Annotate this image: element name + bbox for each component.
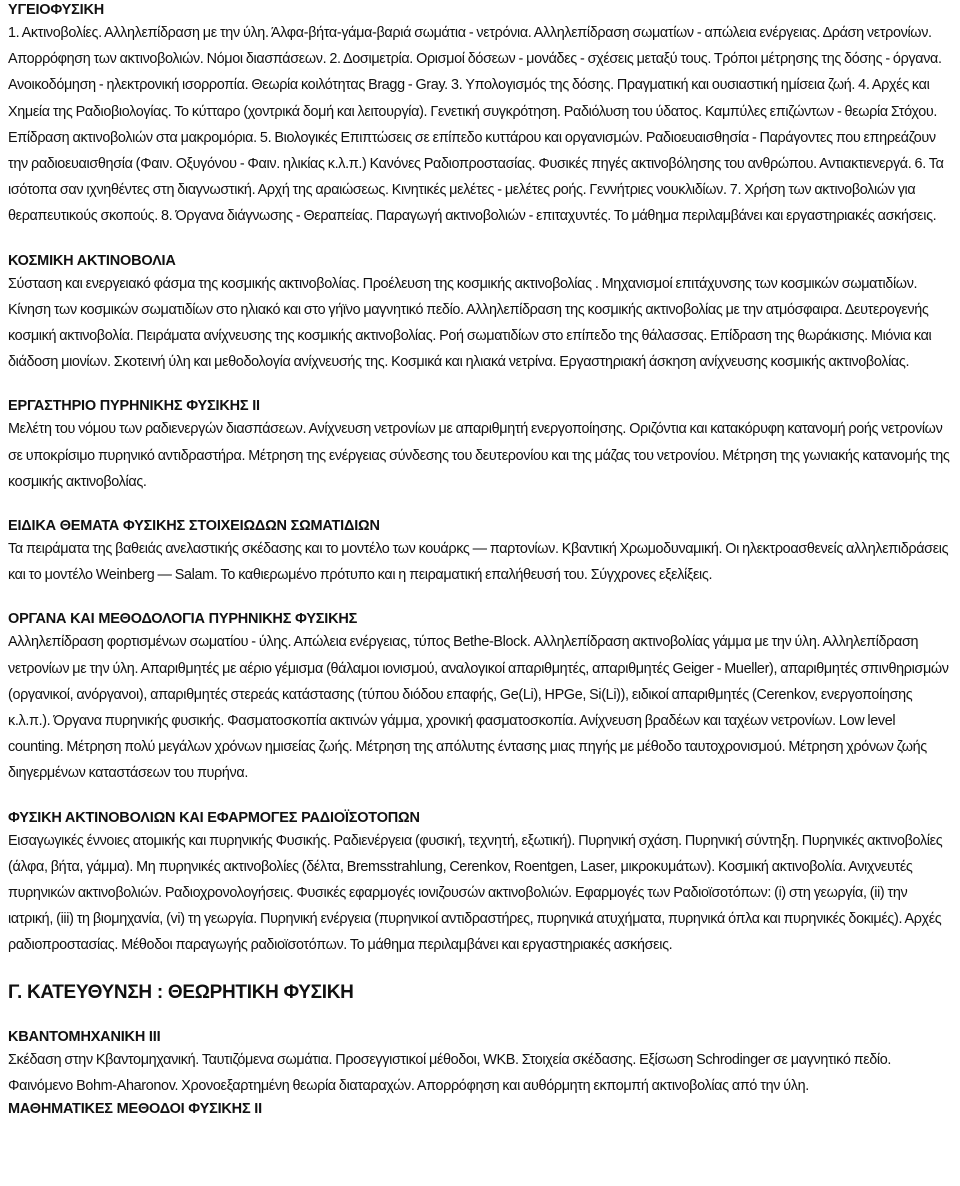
spacer <box>8 230 952 251</box>
section-text-nuclear-lab: Μελέτη του νόμου των ραδιενεργών διασπάσεων. Ανίχνευση νετρονίων με απαριθμητή ενεργοποίησης. Οριζόντια και κατακόρυφη κατανομή ροής νετρονίων σε υποκρίσιμο πυρηνικό αντιδραστήρα. Μέτρηση της ενέργειας σύνδεσης του δευτερονίου και της μάζας του νετρονίου. Μέτρηση της γωνιακής κατανομής της κοσμικής ακτινοβολίας. <box>8 421 950 490</box>
section-text-cosmic-radiation: Σύσταση και ενεργειακό φάσμα της κοσμικής ακτινοβολίας. Προέλευση της κοσμικής ακτινοβολίας . Μηχανισμοί επιτάχυνσης των κοσμικών σωματιδίων. Κίνηση των κοσμικών σωματιδίων στο ηλιακό και στο γήϊνο μαγνητικό πεδίο. Αλληλεπίδραση της κοσμικής ακτινοβολίας με την ατμόσφαιρα. Δευτερογενής κοσμική ακτινοβολία. Πειράματα ανίχνευσης της κοσμικής ακτινοβολίας. Ροή σωματιδίων στο επίπεδο της θάλασσας. Επίδραση της θωράκισης. Μιόνια και διάδοση μιονίων. Σκοτεινή ύλη και μεθοδολογία ανίχνευσής της. Κοσμικά και ηλιακά νετρίνα. Εργαστηριακή άσκηση ανίχνευσης κοσμικής ακτινοβολίας. <box>8 275 932 371</box>
section-title-cosmic-radiation: ΚΟΣΜΙΚΗ ΑΚΤΙΝΟΒΟΛΙΑ <box>8 252 176 269</box>
section-title-quantum-mechanics: ΚΒΑΝΤΟΜΗΧΑΝΙΚΗ ΙΙΙ <box>8 1028 161 1045</box>
section-title-elementary-particles: ΕΙΔΙΚΑ ΘΕΜΑΤΑ ΦΥΣΙΚΗΣ ΣΤΟΙΧΕΙΩΔΩΝ ΣΩΜΑΤΙΔΙΩΝ <box>8 518 380 535</box>
section-text-elementary-particles: Τα πειράματα της βαθειάς ανελαστικής σκέδασης και το μοντέλο των κουάρκς — παρτονίων. Κβαντική Χρωμοδυναμική. Οι ηλεκτροασθενείς αλληλεπιδράσεις και το μοντέλο Weinberg — Salam. Το καθιερωμένο πρότυπο και η πειραματική επαλήθευσή του. Σύγχρονες εξελίξεις. <box>8 541 949 584</box>
spacer <box>8 1006 952 1027</box>
section-title-math-methods: ΜΑΘΗΜΑΤΙΚΕΣ ΜΕΘΟΔΟΙ ΦΥΣΙΚΗΣ ΙΙ <box>8 1101 262 1118</box>
section-text-instruments: Αλληλεπίδραση φορτισμένων σωματίου - ύλης. Απώλεια ενέργειας, τύπος Bethe-Block. Αλληλεπίδραση ακτινοβολίας γάμμα με την ύλη. Αλληλεπίδραση νετρονίων με την ύλη. Απαριθμητές με αέριο γέμισμα (θάλαμοι ιονισμού, αναλογικοί απαριθμητές, απαριθμητές Geiger - Mueller), απαριθμητές σπινθηρισμών (οργανικοί, ανόργανοι), απαριθμητές στερεάς κατάστασης (τύπου διόδου επαφής, Ge(Li), HPGe, Si(Li)), ειδικοί απαριθμητές (Cerenkov, ενεργοποίησης κ.λ.π.). Όργανα πυρηνικής φυσικής. Φασματοσκοπία ακτινών γάμμα, χρονική φασματοσκοπία. Ανίχνευση βραδέων και ταχέων νετρονίων. Low level counting. Μέτρηση πολύ μεγάλων χρόνων ημισείας ζωής. Μέτρηση της απόλυτης έντασης μιας πηγής με μέθοδο ταυτοχρονισμού. Μέτρηση χρόνων ζωής διηγερμένων καταστάσεων του πυρήνα. <box>8 634 949 782</box>
section-title-nuclear-lab: ΕΡΓΑΣΤΗΡΙΟ ΠΥΡΗΝΙΚΗΣ ΦΥΣΙΚΗΣ ΙΙ <box>8 398 260 415</box>
spacer <box>8 787 952 808</box>
main-heading: Γ. ΚΑΤΕΥΘΥΝΣΗ : ΘΕΩΡΗΤΙΚΗ ΦΥΣΙΚΗ <box>8 981 354 1003</box>
section-text-quantum-mechanics: Σκέδαση στην Κβαντομηχανική. Ταυτιζόμενα σωμάτια. Προσεγγιστικοί μέθοδοι, WKB. Στοιχεία σκέδασης. Εξίσωση Schrodinger σε μαγνητικό πεδίο. Φαινόμενο Bohm-Aharonov. Χρονοεξαρτημένη θεωρία διαταραχών. Απορρόφηση και αυθόρμητη εκπομπή ακτινοβολίας από την ύλη. <box>8 1051 892 1094</box>
section-title-radioisotopes: ΦΥΣΙΚΗ ΑΚΤΙΝΟΒΟΛΙΩΝ ΚΑΙ ΕΦΑΡΜΟΓΕΣ ΡΑΔΙΟΪΣΟΤΟΠΩΝ <box>8 809 420 826</box>
section-title-instruments: ΟΡΓΑΝΑ ΚΑΙ ΜΕΘΟΔΟΛΟΓΙΑ ΠΥΡΗΝΙΚΗΣ ΦΥΣΙΚΗΣ <box>8 611 358 628</box>
spacer <box>8 959 952 980</box>
spacer <box>8 588 952 609</box>
section-text-radioisotopes: Εισαγωγικές έννοιες ατομικής και πυρηνικής Φυσικής. Ραδιενέργεια (φυσική, τεχνητή, εξωτική). Πυρηνική σχάση. Πυρηνική σύντηξη. Πυρηνικές ακτινοβολίες (άλφα, βήτα, γάμμα). Μη πυρηνικές ακτινοβολίες (δέλτα, Bremsstrahlung, Cerenkov, Roentgen, Laser, μικροκυμάτων). Κοσμική ακτινοβολία. Ανιχνευτές πυρηνικών ακτινοβολιών. Ραδιοχρονολογήσεις. Φυσικές εφαρμογές ιονιζουσών ακτινοβολιών. Εφαρμογές των Ραδιοϊσοτόπων: (i) στη γεωργία, (ii) την ιατρική, (iii) τη βιομηχανία, (vi) τη γεωργία. Πυρηνική ενέργεια (πυρηνικοί αντιδραστήρες, πυρηνικά ατυχήματα, πυρηνικά όπλα και πυρηνικές δοκιμές). Αρχές ραδιοπροστασίας. Μέθοδοι παραγωγής ραδιοϊσοτόπων. Το μάθημα περιλαμβάνει και εργαστηριακές ασκήσεις. <box>8 832 943 954</box>
section-title-health-physics: ΥΓΕΙΟΦΥΣΙΚΗ <box>8 2 105 18</box>
spacer <box>8 495 952 516</box>
spacer <box>8 375 952 396</box>
section-text-health-physics: 1. Ακτινοβολίες. Αλληλεπίδραση με την ύλη. Άλφα-βήτα-γάμα-βαριά σωμάτια - νετρόνια. Αλληλεπίδραση σωματίων - απώλεια ενέργειας. Δράση νετρονίων. Απορρόφηση των ακτινοβολιών. Νόμοι διασπάσεων. 2. Δοσιμετρία. Ορισμοί δόσεων - μονάδες - σχέσεις μεταξύ τους. Τρόποι μέτρησης της δόσης - όργανα. Ανοικοδόμηση - ηλεκτρονική ισορροπία. Θεωρία κοιλότητας Bragg - Gray. 3. Υπολογισμός της δόσης. Πραγματική και ουσιαστική ημίσεια ζωή. 4. Αρχές και Χημεία της Ραδιοβιολογίας. Το κύτταρο (χοντρικά δομή και λειτουργία). Γενετική συγκρότηση. Ραδιόλυση του ύδατος. Καμπύλες επιζώντων - θεωρία Στόχου. Επίδραση ακτινοβολιών στα μακρομόρια. 5. Βιολογικές Επιπτώσεις σε επίπεδο κυττάρου και οργανισμών. Ραδιοευαισθησία - Παράγοντες που επηρεάζουν την ραδιοευαισθησία (Φαιν. Οξυγόνου - Φαιν. ηλικίας κ.λ.π.) Κανόνες Ραδιοπροστασίας. Φυσικές πηγές ακτινοβόλησης του ανθρώπου. Αντιακτιενεργά. 6. Τα ισότοπα σαν ιχνηθέντες στη διαγνωστική. Αρχή της αραιώσεως. Κινητικές μελέτες - μελέτες ροής. Γεννήτριες νουκλιδίων. 7. Χρήση των ακτινοβολιών για θεραπευτικούς σκοπούς. 8. Όργανα διάγνωσης - Θεραπείας. Παραγωγή ακτινοβολιών - επιταχυντές. Το μάθημα περιλαμβάνει και εργαστηριακές ασκήσεις. <box>8 25 944 225</box>
